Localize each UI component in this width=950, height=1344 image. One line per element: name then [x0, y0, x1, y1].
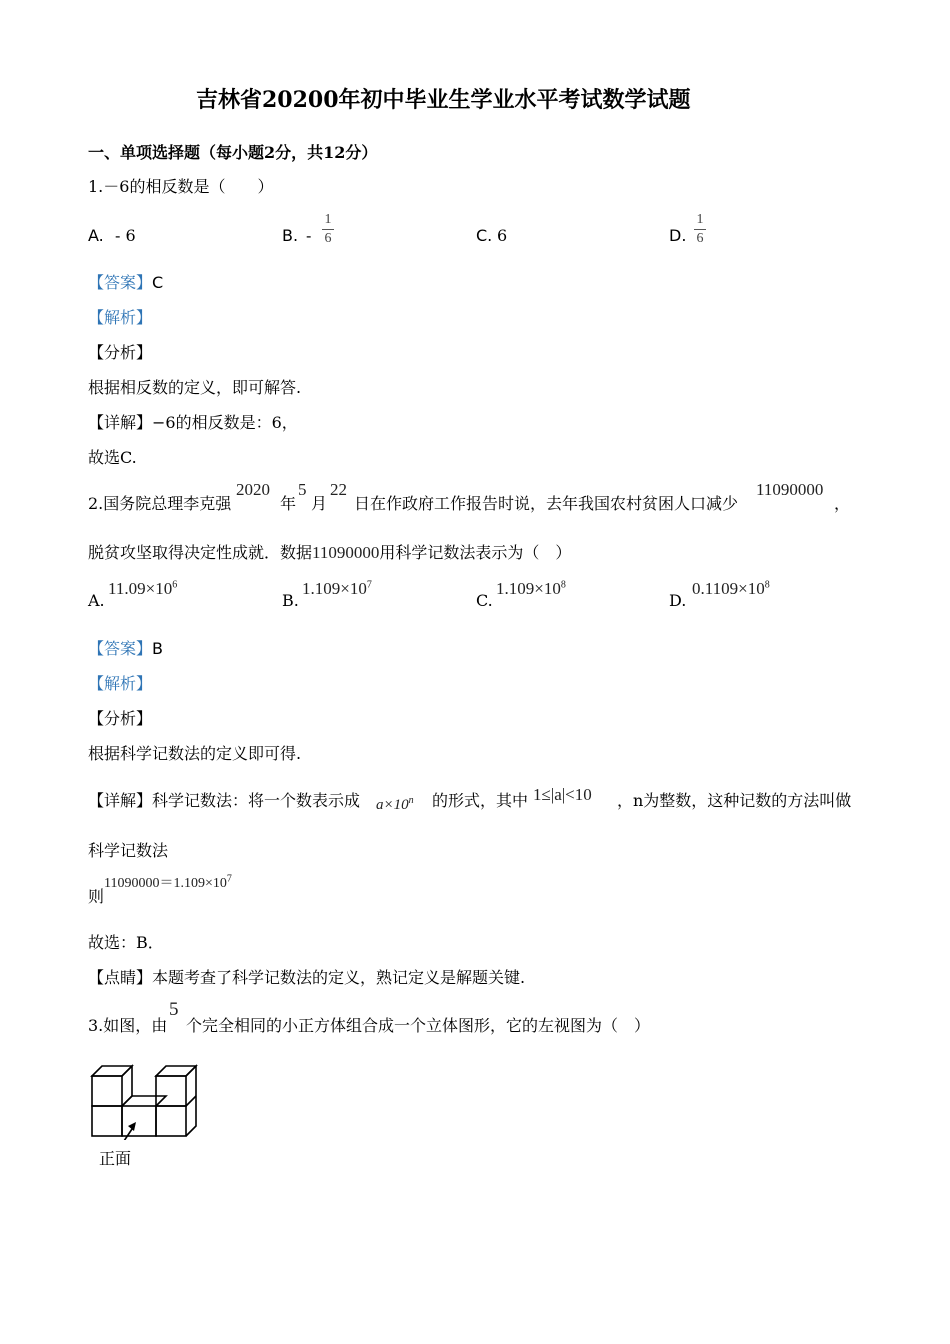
front-view-label: 正面 — [99, 1149, 132, 1168]
q2-nian: 年 — [280, 494, 297, 513]
q2-stem-part1: 2.国务院总理李克强 — [88, 494, 232, 513]
q2-detail-math2: 1≤|a|<10 — [533, 785, 592, 804]
line2-number: 11090000 — [312, 543, 380, 562]
fraction-denominator: 6 — [696, 231, 704, 246]
q2-fenxi-tag: 【分析】 — [88, 709, 153, 728]
q2-option-a-value — [108, 579, 177, 599]
answer-value: B — [152, 639, 163, 658]
page-title: 吉林省20200年初中毕业生学业水平考试数学试题 — [196, 87, 691, 113]
q1-option-d-label: D. — [669, 226, 687, 245]
answer-tag: 【答案】 — [88, 639, 153, 658]
math-base: 11090000＝1.109×10 — [104, 876, 227, 891]
q3-stem-part2: 个完全相同的小正方体组合成一个立体图形，它的左视图为（ ） — [186, 1016, 651, 1035]
q2-stem-line2 — [88, 543, 571, 563]
answer-value: C — [152, 273, 164, 292]
q2-ze: 则 — [88, 887, 105, 906]
middle-cube-top-face — [122, 1096, 166, 1106]
q2-analysis: 根据科学记数法的定义即可得. — [88, 744, 302, 763]
q1-answer — [88, 273, 163, 293]
q1-option-b-fraction — [322, 212, 334, 247]
q1-detail — [88, 413, 298, 433]
q2-comment — [88, 968, 525, 988]
math-base: a×10 — [376, 797, 409, 813]
option-base: 1.109×10 — [302, 579, 367, 598]
q2-detail-part2: 的形式，其中 — [432, 791, 529, 810]
q1-jiexi-tag: 【解析】 — [88, 308, 153, 327]
q1-option-b-label: B. — [282, 226, 299, 245]
right-cube-lower-front — [156, 1106, 186, 1136]
q2-jiexi-tag: 【解析】 — [88, 674, 153, 693]
q2-number: 11090000 — [756, 480, 824, 499]
fraction-numerator: 1 — [324, 212, 332, 227]
q2-option-b-value — [302, 579, 372, 599]
q2-detail-tag: 【详解】 — [88, 791, 153, 810]
line2-text: 脱贫攻坚取得决定性成就．数据 — [88, 543, 313, 562]
fraction-bar — [322, 229, 334, 230]
q2-option-c-value — [496, 579, 566, 599]
q2-detail-math1 — [376, 795, 414, 815]
q2-month: 5 — [298, 480, 307, 499]
option-base: 0.1109×10 — [692, 579, 765, 598]
middle-cube-front — [122, 1106, 156, 1136]
comment-text: 本题考查了科学记数法的定义，熟记定义是解题关键. — [152, 968, 526, 987]
q3-stem-part1: 3.如图，由 — [88, 1016, 168, 1035]
question-1-stem: 1.－6的相反数是（ ） — [88, 177, 274, 196]
q2-ze-math — [104, 874, 232, 894]
left-cube-upper-front — [92, 1076, 122, 1106]
q2-year: 2020 — [236, 480, 270, 499]
q1-option-b-sign: - — [306, 226, 312, 245]
detail-tag: 【详解】 — [88, 413, 153, 432]
q1-option-d-fraction — [694, 212, 706, 247]
math-exponent: 7 — [226, 873, 232, 885]
option-exponent: 8 — [764, 579, 770, 591]
q2-option-b-label: B. — [282, 591, 299, 610]
q3-count: 5 — [169, 999, 179, 1020]
q1-fenxi-tag: 【分析】 — [88, 343, 153, 362]
fraction-numerator: 1 — [696, 212, 704, 227]
q2-stem-part2: 日在作政府工作报告时说，去年我国农村贫困人口减少 — [354, 494, 739, 513]
q2-option-c-label: C. — [476, 591, 493, 610]
line2-text-end: 用科学记数法表示为（ ） — [379, 543, 572, 562]
option-exponent: 6 — [172, 579, 178, 591]
q1-option-c-label: C. — [476, 226, 493, 245]
q2-detail-line2: 科学记数法 — [88, 841, 169, 860]
q1-option-c-value: 6 — [497, 226, 508, 245]
comment-tag: 【点睛】 — [88, 968, 153, 987]
q2-day: 22 — [330, 480, 347, 499]
q2-option-d-label: D. — [669, 591, 687, 610]
option-exponent: 7 — [366, 579, 372, 591]
section-heading: 一、单项选择题（每小题2分，共12分） — [88, 143, 378, 162]
q1-analysis: 根据相反数的定义，即可解答. — [88, 378, 302, 397]
cube-figure — [88, 1060, 218, 1140]
q1-option-a-value: - 6 — [115, 226, 136, 245]
q2-detail-part3: ，n为整数，这种记数的方法叫做 — [617, 791, 852, 810]
option-base: 11.09×10 — [108, 579, 173, 598]
right-cube-side-edge — [186, 1096, 196, 1106]
detail-text: −6的相反数是：6， — [152, 413, 298, 432]
option-base: 1.109×10 — [496, 579, 561, 598]
fraction-bar — [694, 229, 706, 230]
q1-option-a-label: A. — [88, 226, 104, 245]
answer-tag: 【答案】 — [88, 273, 153, 292]
q2-answer — [88, 639, 163, 659]
q2-detail-part1: 科学记数法：将一个数表示成 — [152, 791, 361, 810]
q2-option-d-value — [692, 579, 770, 599]
fraction-denominator: 6 — [324, 231, 332, 246]
option-exponent: 8 — [560, 579, 566, 591]
q2-comma: ， — [834, 494, 851, 513]
left-cube-lower-front — [92, 1106, 122, 1136]
q2-conclusion: 故选：B． — [88, 933, 164, 952]
q1-conclusion: 故选C. — [88, 448, 137, 467]
math-exponent: n — [408, 795, 414, 806]
q2-option-a-label: A. — [88, 591, 105, 610]
q2-yue: 月 — [311, 494, 328, 513]
